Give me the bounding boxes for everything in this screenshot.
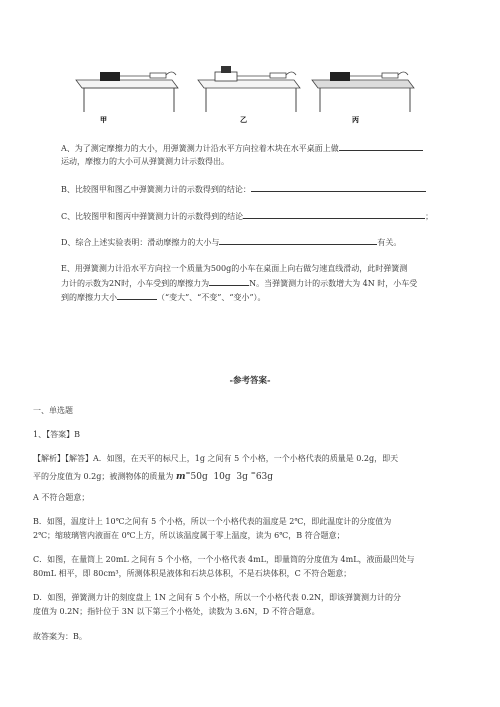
question-e-line3b: （“变大”、“不变”、“变小”）。 (157, 293, 266, 302)
question-a (61, 141, 471, 156)
question-d (61, 235, 471, 250)
question-a-cont (61, 155, 471, 169)
experiment-figure (70, 62, 430, 124)
blank-b[interactable] (251, 182, 426, 192)
question-e-line3a: 到的摩擦力大小 (61, 293, 117, 302)
c-line1: C．如图，在量筒上 20mL 之间有 5 个小格，一个小格代表 4mL，即量筒的分度值为 4mL，液面最凹处与 (33, 555, 415, 564)
question-b-text: B、比较图甲和图乙中弹簧测力计的示数得到的结论： (61, 185, 251, 194)
blank-a[interactable] (339, 141, 423, 151)
figure-table-jia (76, 72, 178, 112)
formula-a: 50g (190, 472, 208, 482)
question-e-line1: E、用弹簧测力计沿水平方向拉一个质量为500g的小车在桌面上向右做匀速直线滑动，此时弹簧测 (61, 264, 408, 273)
blank-e1[interactable] (209, 276, 249, 286)
answer-q1: 1、【答案】B (33, 430, 80, 439)
section-heading: 一、单选题 (33, 406, 73, 415)
question-e-line2 (61, 276, 471, 291)
question-e-line2b: N。当弹簧测力计的示数增大为 4N 时，小车受 (249, 279, 418, 288)
question-a-line2: 运动，摩擦力的大小可从弹簧测力计示数得出。 (61, 157, 229, 166)
final-answer: 故答案为：B。 (33, 632, 87, 641)
blank-c[interactable] (243, 209, 425, 219)
mass-formula (176, 472, 273, 482)
question-d-end: 有关。 (377, 238, 402, 247)
question-e-line3 (61, 290, 471, 305)
answers-title: -参考答案- (229, 376, 271, 386)
question-d-text: D、综合上述实验表明：滑动摩擦力的大小与 (61, 238, 220, 247)
question-c-text: C、比较图甲和图丙中弹簧测力计的示数得到的结论 (61, 212, 244, 221)
question-c-end: ； (425, 212, 434, 221)
d-line2: 度值为 0.2N；指针位于 3N 以下第三个小格处，读数为 3.6N，D 不符合题意。 (33, 607, 320, 616)
blank-d[interactable] (219, 235, 377, 245)
formula-eq: = (185, 470, 191, 477)
analysis-line2 (33, 467, 443, 484)
figure-table-yi (198, 66, 300, 112)
formula-c: 3g (236, 472, 248, 482)
formula-eq2: = (250, 470, 256, 477)
question-c (61, 209, 471, 224)
question-e-line2a: 力计的示数为2N时，小车受到的摩擦力为 (61, 279, 210, 288)
question-a-line1: A、为了测定摩擦力的大小，用弹簧测力计沿水平方向拉着木块在水平桌面上做 (61, 144, 339, 153)
analysis-line2a: 平的分度值为 0.2g；被测物体的质量为 (33, 472, 174, 481)
figure-label-jia: 甲 (100, 115, 107, 124)
formula-b: 10g (213, 472, 231, 482)
d-line1: D．如图，弹簧测力计的刻度盘上 1N 之间有 5 个小格，所以一个小格代表 0.2N，即该弹簧测力计的分 (33, 593, 402, 602)
a-conclusion: A 不符合题意； (33, 493, 90, 502)
formula-m: m (175, 472, 186, 482)
analysis-line1: 【解析】【解答】A．如图，在天平的标尺上，1g 之间有 5 个小格，一个小格代表的质量是 0.2g，即天 (33, 454, 399, 463)
blank-e2[interactable] (117, 290, 157, 300)
b-line1: B．如图，温度计上 10℃之间有 5 个小格，所以一个小格代表的温度是 2℃，即此温度计的分度值为 (33, 517, 392, 526)
question-e (61, 262, 471, 276)
figure-label-bing: 丙 (352, 115, 359, 124)
formula-d: 63g (255, 472, 274, 482)
b-line2: 2℃；缩玻璃管内液面在 0℃上方，所以该温度属于零上温度，读为 6℃，B 符合题意； (33, 531, 345, 540)
c-line2: 80mL 相平，即 80cm³，所测体积是液体和石块总体积，不是石块体积，C 不符合题意； (33, 569, 352, 578)
question-b (61, 182, 471, 197)
figure-table-bing (312, 72, 414, 112)
figure-label-yi: 乙 (240, 115, 247, 124)
